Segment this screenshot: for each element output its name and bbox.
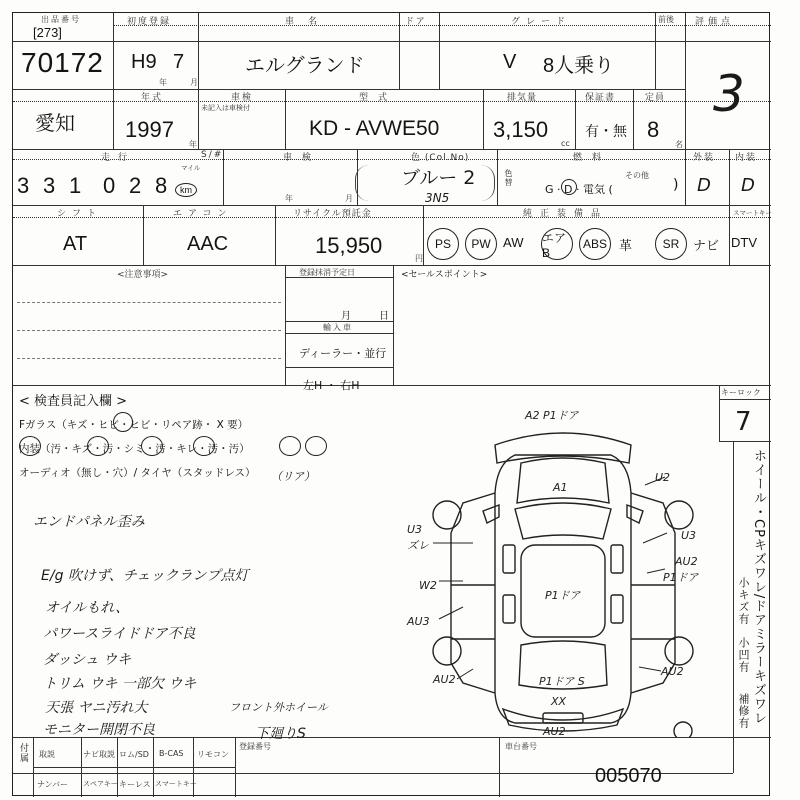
mark-p1-s: P1ドア S [539, 675, 585, 688]
equipment-item: エアB [541, 228, 573, 260]
equipment-item: DTV [731, 235, 757, 250]
accessory: スペアキー [83, 780, 118, 788]
mark-au2-right: AU2 [675, 555, 698, 568]
key-lock-label: キーロック [721, 388, 761, 397]
model-year: 1997 [125, 117, 174, 142]
doors-label: ドア [405, 17, 427, 27]
inspector-label: < 検査員記入欄 > [19, 394, 128, 409]
displacement-label: 排気量 [507, 93, 538, 103]
insp-month-unit: 月 [345, 194, 353, 203]
fuel-options: G · D · 電気 ( [545, 183, 613, 196]
grid-line [719, 399, 771, 400]
grid-line [655, 13, 656, 89]
mileage-digit: 3 [17, 173, 30, 198]
mark-p1-center: P1ドア [545, 589, 581, 602]
attachments-label: 付属 [18, 743, 28, 763]
year-unit: 年 [159, 78, 167, 87]
first-reg-month: 7 [173, 51, 185, 73]
mark-w2: W2 [419, 579, 437, 592]
equipment-label: 純正装備品 [523, 209, 609, 219]
mark-a1: A1 [553, 481, 568, 494]
mark-circle [87, 436, 109, 456]
model-type-label: 型式 [359, 93, 398, 103]
lot-no-label: 出品番号 [41, 15, 81, 24]
lot-number: 70172 [21, 47, 104, 78]
cc-unit: cc [561, 139, 570, 148]
grid-line [497, 149, 498, 205]
person-unit: 名 [675, 140, 683, 149]
accessory: ナビ取説 [83, 750, 115, 759]
yen-unit: 円 [415, 254, 423, 263]
grid-line [393, 265, 394, 385]
reg-day: 日 [379, 311, 389, 322]
color-code: 3N5 [425, 191, 450, 205]
equipment-item: ナビ [693, 238, 720, 253]
entry-route: ディーラー・並行 [299, 347, 387, 360]
steering: 左H ・ 右H [303, 379, 360, 392]
grid-line [439, 13, 440, 89]
location: 愛知 [35, 113, 75, 135]
mileage-digit: 8 [155, 173, 168, 198]
mileage-unit: km [175, 183, 197, 197]
recycle-fee: 15,950 [315, 233, 383, 258]
grid-line [285, 333, 393, 334]
reg-date-label: 登録抹消予定日 [299, 268, 355, 277]
note-line: オイルもれ、 [45, 600, 130, 616]
color-bracket [355, 165, 495, 201]
grid-line [633, 89, 634, 149]
fuel-diesel-circle [561, 179, 577, 195]
reg-month: 月 [341, 311, 351, 322]
audio-line: オーディオ（無し・穴）/ タイヤ（スタッドレス） [19, 467, 256, 479]
grid-line [143, 205, 144, 265]
mileage-unit-top: マイル [181, 164, 201, 172]
grid-line [399, 13, 400, 89]
side-sub1: 小キズ有 [737, 577, 750, 625]
mark-au2-left: AU2 [433, 673, 456, 686]
model-code: KD - AVWE50 [309, 117, 440, 140]
note-line: E/g 吹けず、チェックランプ点灯 [41, 568, 249, 584]
aircon-label: エアコン [173, 209, 233, 219]
grid-line [13, 41, 771, 42]
grid-line [685, 13, 686, 149]
mark-xx: XX [551, 695, 567, 708]
lot-region: [273] [33, 25, 62, 40]
reg-no-label: 登録番号 [239, 742, 271, 751]
auction-sheet [12, 12, 770, 796]
mark-p1-right: P1ドア [663, 571, 699, 584]
underbody-note: 下廻りS [255, 726, 306, 742]
inspection-note: 未記入は車検付 [201, 104, 250, 112]
shift-value: AT [63, 233, 88, 255]
interior-grade: D [741, 175, 755, 196]
interior-line: 内装（汚・キズ・汚・シミ・汚・キレ・汚・汚） [19, 443, 250, 455]
mileage-label: 走行 [101, 153, 136, 163]
color-replace-label: 色替 [504, 169, 513, 187]
mileage-digit: 0 [103, 173, 116, 198]
mileage-digit: 1 [69, 173, 82, 198]
grid-line [483, 89, 484, 149]
mark-circle [193, 436, 215, 456]
inspection-exp-label: 車検 [283, 153, 322, 163]
grid-line [275, 205, 276, 265]
note-line: 天張 ヤニ汚れ大 [45, 700, 148, 716]
front-back-label: 前後 [658, 15, 674, 24]
grid-line [285, 89, 286, 149]
mark-circle [19, 436, 41, 456]
equipment-item: 革 [619, 238, 633, 253]
car-name: エルグランド [245, 55, 365, 77]
aircon-value: AAC [187, 233, 229, 255]
fuel-other: その他 [625, 171, 649, 180]
audio-note: （リア） [271, 470, 315, 483]
mark-circle [279, 436, 301, 456]
note-line: モニター開閉不良 [43, 722, 155, 738]
notes-line [17, 358, 281, 359]
mark-circle [141, 436, 163, 456]
mark-u3-left: U3 [407, 523, 423, 536]
mark-circle [113, 412, 133, 432]
mark-u3-left-sub: ズレ [407, 539, 429, 552]
grid-line [719, 441, 771, 442]
grid-line [13, 385, 771, 386]
equipment-list [425, 227, 771, 261]
equipment-item: SR [655, 228, 687, 260]
front-wheel-note: フロント外ホイール [229, 701, 328, 714]
warranty-value: 有・無 [585, 123, 627, 139]
mark-au2-right-low: AU2 [661, 665, 684, 678]
fuel-label: 燃料 [573, 153, 612, 163]
notes-line [17, 302, 281, 303]
rating-label: 評価点 [695, 17, 735, 27]
recycle-label: リサイクル預託金 [293, 209, 372, 219]
grid-line [499, 737, 500, 797]
side-sub2: 小凹有 [737, 637, 750, 673]
grid-line [13, 205, 771, 206]
grid-line [285, 367, 393, 368]
notes-line [17, 330, 281, 331]
accessory: キーレス [119, 780, 151, 789]
accessory: ロム/SD [119, 750, 149, 759]
note-line: エンドパネル歪み [33, 514, 145, 530]
mark-a2-top: A2 P1ドア [525, 409, 579, 422]
first-reg-label: 初度登録 [127, 17, 172, 27]
sales-point-label: <セールスポイント> [401, 270, 488, 280]
warranty-label: 保証書 [585, 93, 616, 103]
grid-line [198, 89, 199, 149]
grid-line [685, 149, 686, 205]
note-line: ダッシュ ウキ [43, 652, 132, 668]
interior-label: 内装 [735, 153, 758, 163]
mileage-digit: 2 [129, 173, 142, 198]
car-no-label: 車台番号 [505, 742, 537, 751]
color-label: 色 (Col.No) [411, 153, 470, 163]
accessory: B-CAS [159, 749, 184, 758]
grade-seats: 8人乗り [543, 55, 615, 77]
grid-line [13, 265, 771, 266]
capacity-label: 定員 [645, 93, 666, 103]
first-reg-era: H9 [131, 51, 157, 73]
car-name-label: 車名 [285, 17, 332, 27]
rating-value: 3 [713, 65, 745, 123]
fuel-close: ) [673, 177, 679, 193]
grade-v: V [503, 51, 517, 73]
grid-line [13, 217, 771, 218]
cert-label: S/# [201, 150, 224, 160]
equipment-item: PS [427, 228, 459, 260]
year-era-unit: 年 [189, 140, 197, 149]
grade-label: グレード [511, 17, 572, 27]
equipment-item: PW [465, 228, 497, 260]
grid-line [733, 441, 734, 773]
insp-year-unit: 年 [285, 194, 293, 203]
accessory: ナンバー [37, 780, 69, 789]
accessory: リモコン [197, 750, 229, 759]
mileage-digit: 3 [43, 173, 56, 198]
notes-label: <注意事項> [117, 270, 169, 280]
note-line: パワースライドドア不良 [43, 626, 196, 642]
grid-line [33, 767, 235, 768]
grid-line [575, 89, 576, 149]
mark-circle [305, 436, 327, 456]
model-year-label: 年式 [141, 93, 164, 103]
equipment-item: ABS [579, 228, 611, 260]
mark-au2-bottom: AU2 [543, 725, 566, 737]
shift-label: シフト [57, 209, 103, 219]
glass-line: Fガラス（キズ・ヒビ・ヒビ・リペア跡・ X 要） [19, 419, 249, 431]
windshield [515, 503, 611, 539]
grid-line [198, 13, 199, 89]
color-name: ブルー 2 [401, 167, 476, 189]
mark-u3-right: U3 [681, 529, 697, 542]
car-frame-no: 005070 [595, 765, 662, 787]
side-main-text: ホイール・CPキズワレ/ドアミラーキズワレ [751, 449, 766, 726]
entry-type-label: 輸入車 [323, 323, 353, 332]
note-line: トリム ウキ 一部欠 ウキ [43, 676, 197, 692]
accessory: スマートキー [155, 780, 197, 788]
keyless-label: スマートキー [733, 209, 772, 217]
grid-line [235, 737, 236, 797]
grid-line [113, 25, 771, 26]
equipment-item: AW [503, 235, 524, 250]
displacement: 3,150 [493, 117, 549, 142]
side-sub3: 補修有 [737, 693, 750, 729]
inspection-label: 車検 [231, 93, 254, 103]
car-diagram [403, 393, 723, 737]
grid-line [729, 149, 730, 205]
exterior-label: 外装 [693, 153, 716, 163]
grid-line [423, 205, 424, 265]
month-unit: 月 [190, 78, 198, 87]
capacity-value: 8 [647, 117, 660, 142]
accessory: 取説 [39, 750, 55, 759]
exterior-grade: D [697, 175, 711, 196]
mark-au3: AU3 [407, 615, 430, 628]
grid-line [113, 13, 114, 149]
mark-u2: U2 [655, 471, 671, 484]
key-lock-mark: 7 [735, 407, 752, 437]
